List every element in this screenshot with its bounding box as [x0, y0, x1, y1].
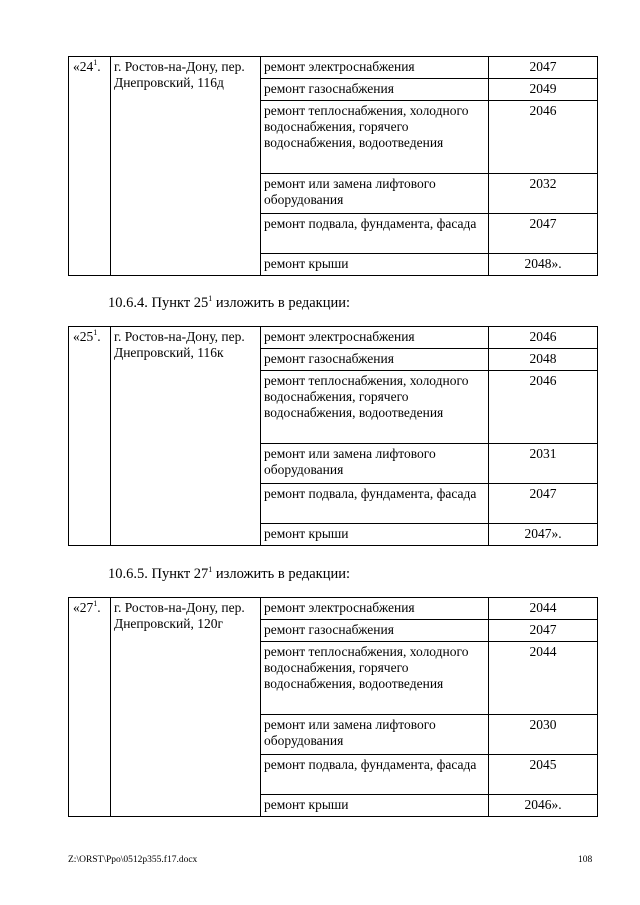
item-number-sup: 1 [93, 58, 98, 67]
year-cell: 2046 [489, 101, 598, 174]
year-cell: 2044 [489, 598, 598, 620]
schedule-table-24 [68, 56, 598, 276]
paragraph-sup: 1 [208, 565, 213, 574]
year-cell: 2047 [489, 620, 598, 642]
year-cell: 2030 [489, 715, 598, 755]
year-cell: 2047». [489, 524, 598, 546]
item-number-dot: . [97, 600, 101, 615]
paragraph-text: 10.6.4. Пункт 25 [108, 295, 209, 311]
schedule-table-27 [68, 597, 598, 817]
year-cell: 2046». [489, 795, 598, 817]
work-cell: ремонт или замена лифтового оборудования [261, 444, 489, 484]
work-cell: ремонт или замена лифтового оборудования [261, 174, 489, 214]
year-cell: 2048». [489, 254, 598, 276]
item-number-cell [69, 598, 111, 817]
schedule-table-25 [68, 326, 598, 546]
year-cell: 2048 [489, 349, 598, 371]
work-cell: ремонт подвала, фундамента, фасада [261, 755, 489, 795]
address-cell: г. Ростов-на-Дону, пер. Днепровский, 116к [111, 327, 261, 546]
year-cell: 2044 [489, 642, 598, 715]
year-cell: 2045 [489, 755, 598, 795]
item-number-sup: 1 [93, 328, 98, 337]
year-cell: 2049 [489, 79, 598, 101]
table-row [69, 598, 598, 620]
paragraph-text-tail: изложить в редакции: [212, 566, 351, 582]
work-cell: ремонт крыши [261, 795, 489, 817]
year-cell: 2047 [489, 214, 598, 254]
work-cell: ремонт электроснабжения [261, 57, 489, 79]
item-number: «27 [73, 600, 94, 615]
paragraph-text: 10.6.5. Пункт 27 [108, 566, 209, 582]
work-cell: ремонт крыши [261, 524, 489, 546]
footer-page-number: 108 [578, 855, 593, 865]
item-number-dot: . [97, 329, 101, 344]
year-cell: 2046 [489, 371, 598, 444]
footer-file-path: Z:\ORST\Ppo\0512p355.f17.docx [68, 855, 198, 865]
year-cell: 2047 [489, 57, 598, 79]
paragraph-sup: 1 [208, 294, 213, 303]
year-cell: 2046 [489, 327, 598, 349]
table-row [69, 327, 598, 349]
item-number-sup: 1 [93, 599, 98, 608]
work-cell: ремонт или замена лифтового оборудования [261, 715, 489, 755]
item-number-cell [69, 57, 111, 276]
address-cell: г. Ростов-на-Дону, пер. Днепровский, 120г [111, 598, 261, 817]
work-cell: ремонт теплоснабжения, холодного водоснабжения, горячего водоснабжения, водоотведения [261, 101, 489, 174]
year-cell: 2031 [489, 444, 598, 484]
work-cell: ремонт подвала, фундамента, фасада [261, 214, 489, 254]
work-cell: ремонт электроснабжения [261, 598, 489, 620]
work-cell: ремонт теплоснабжения, холодного водоснабжения, горячего водоснабжения, водоотведения [261, 371, 489, 444]
item-number: «25 [73, 329, 94, 344]
work-cell: ремонт газоснабжения [261, 79, 489, 101]
paragraph-text-tail: изложить в редакции: [212, 295, 351, 311]
work-cell: ремонт теплоснабжения, холодного водоснабжения, горячего водоснабжения, водоотведения [261, 642, 489, 715]
item-number-cell [69, 327, 111, 546]
work-cell: ремонт подвала, фундамента, фасада [261, 484, 489, 524]
item-number: «24 [73, 59, 94, 74]
work-cell: ремонт электроснабжения [261, 327, 489, 349]
year-cell: 2047 [489, 484, 598, 524]
item-number-dot: . [97, 59, 101, 74]
work-cell: ремонт газоснабжения [261, 620, 489, 642]
paragraph-10-6-4 [108, 294, 350, 312]
paragraph-10-6-5 [108, 565, 350, 583]
work-cell: ремонт газоснабжения [261, 349, 489, 371]
year-cell: 2032 [489, 174, 598, 214]
work-cell: ремонт крыши [261, 254, 489, 276]
address-cell: г. Ростов-на-Дону, пер. Днепровский, 116д [111, 57, 261, 276]
table-row [69, 57, 598, 79]
